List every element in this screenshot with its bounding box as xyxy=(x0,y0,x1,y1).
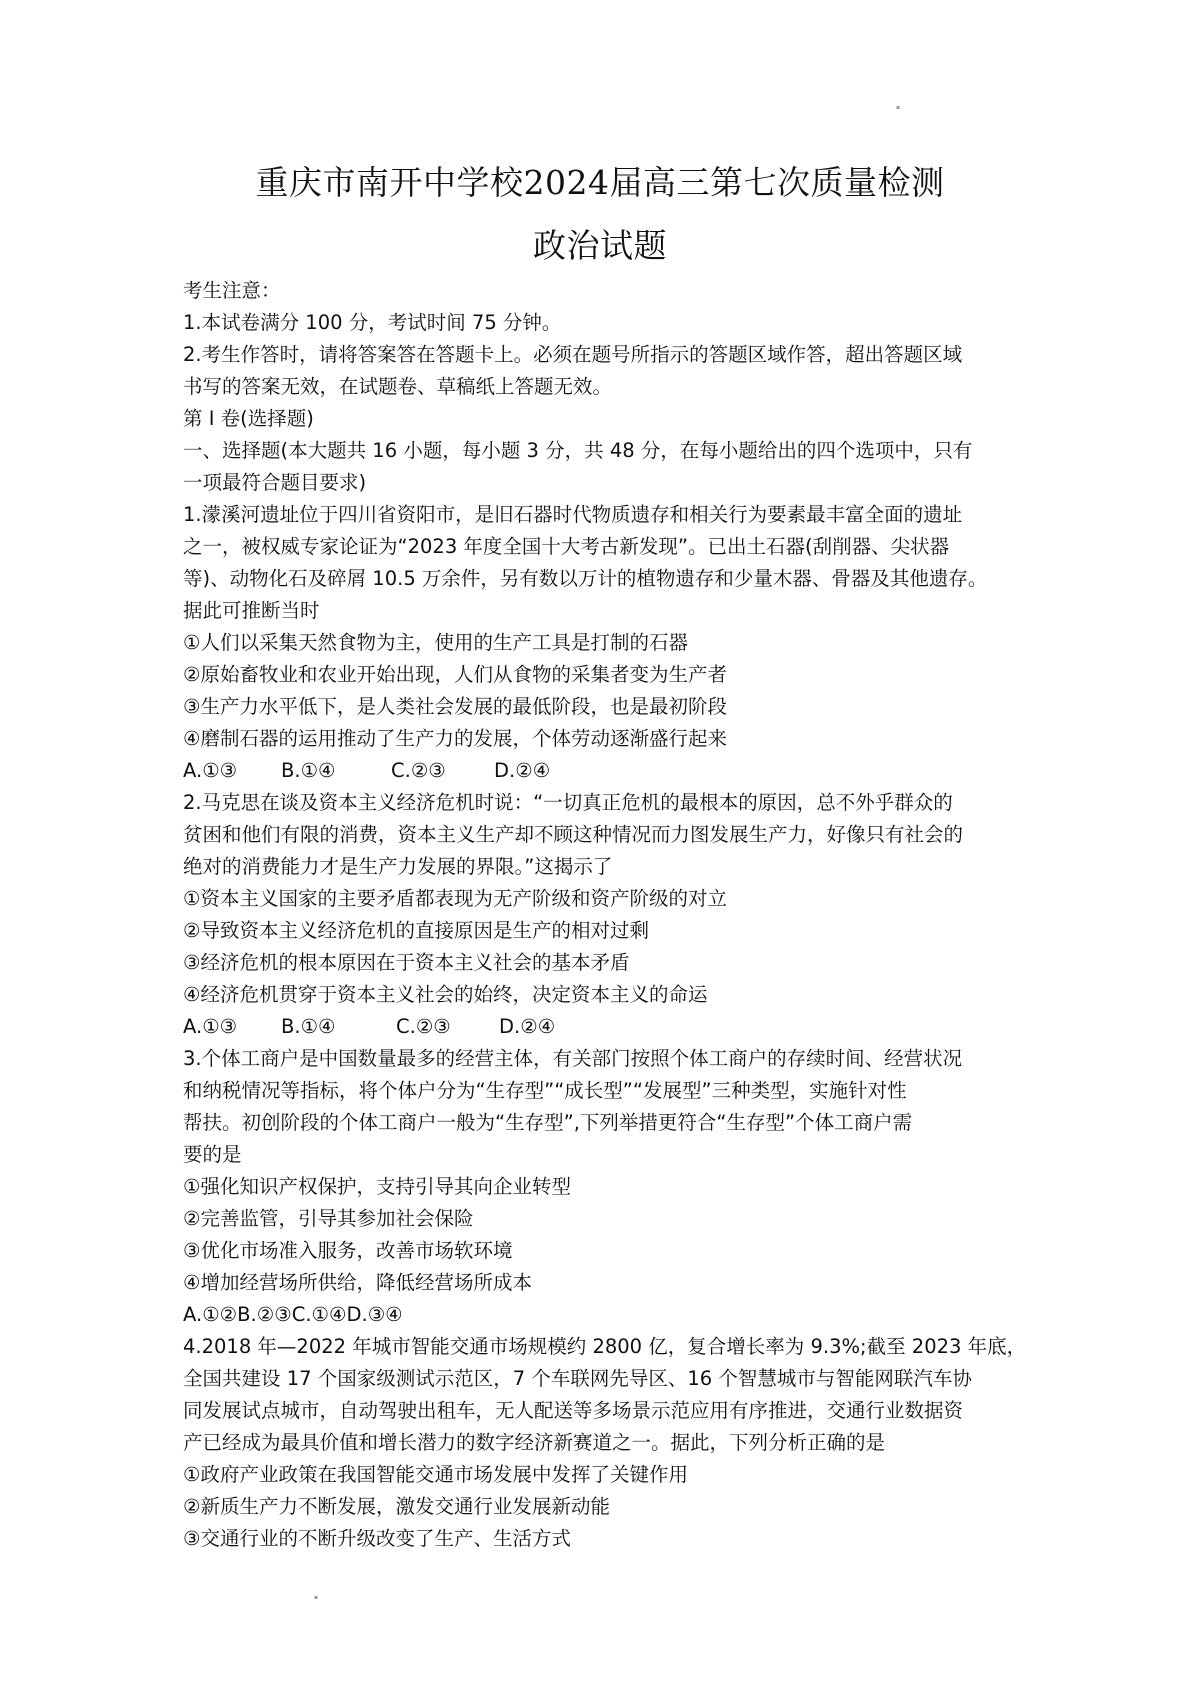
exam-title: 重庆市南开中学校2024届高三第七次质量检测 xyxy=(255,163,945,202)
option-b: B.①④ xyxy=(281,759,336,782)
option-b: B.①④ xyxy=(281,1015,336,1038)
option-a: A.①③ xyxy=(183,1015,238,1038)
notice-item-2-line-1: 2.考生作答时，请将答案答在答题卡上。必须在题号所指示的答题区域作答，超出答题区域 xyxy=(183,343,963,366)
question-1-stem-line: 之一，被权威专家论证为“2023 年度全国十大考古新发现”。已出土石器(刮削器、尖状器 xyxy=(183,535,950,558)
part-heading: 第 I 卷(选择题) xyxy=(183,407,314,430)
scan-speck: ▪ xyxy=(896,104,901,111)
question-2-statement-2: ②导致资本主义经济危机的直接原因是生产的相对过剩 xyxy=(183,919,649,942)
question-1-stem-line: 等)、动物化石及碎屑 10.5 万余件，另有数以万计的植物遗存和少量木器、骨器及其他遗存。 xyxy=(183,567,988,590)
question-3-statement-2: ②完善监管，引导其参加社会保险 xyxy=(183,1207,474,1230)
question-2-stem-line: 2.马克思在谈及资本主义经济危机时说：“一切真正危机的最根本的原因，总不外乎群众的 xyxy=(183,791,953,814)
option-d: D.②④ xyxy=(499,1015,556,1038)
question-1-statement-1: ①人们以采集天然食物为主，使用的生产工具是打制的石器 xyxy=(183,631,688,654)
question-4-stem-line: 4.2018 年—2022 年城市智能交通市场规模约 2800 亿，复合增长率为 9.3%;截至 2023 年底， xyxy=(183,1335,1027,1358)
question-4 xyxy=(183,1331,1025,1555)
question-3-stem-line: 要的是 xyxy=(183,1143,242,1166)
question-4-statement-2: ②新质生产力不断发展，激发交通行业发展新动能 xyxy=(183,1495,610,1518)
question-2-stem-line: 绝对的消费能力才是生产力发展的界限。”这揭示了 xyxy=(183,855,613,878)
option-c: C.②③ xyxy=(396,1015,451,1038)
question-2 xyxy=(183,787,1025,1043)
question-2-statement-4: ④经济危机贯穿于资本主义社会的始终，决定资本主义的命运 xyxy=(183,983,708,1006)
notice-item-2-line-2: 书写的答案无效，在试题卷、草稿纸上答题无效。 xyxy=(183,375,613,398)
question-2-options xyxy=(183,1011,1025,1043)
question-4-stem-line: 同发展试点城市，自动驾驶出租车，无人配送等多场景示范应用有序推进，交通行业数据资 xyxy=(183,1399,964,1422)
question-3-stem-line: 3.个体工商户是中国数量最多的经营主体，有关部门按照个体工商户的存续时间、经营状况 xyxy=(183,1047,963,1070)
option-c: C.②③ xyxy=(391,759,446,782)
question-4-statement-1: ①政府产业政策在我国智能交通市场发展中发挥了关键作用 xyxy=(183,1463,688,1486)
question-3-statement-3: ③优化市场准入服务，改善市场软环境 xyxy=(183,1239,513,1262)
question-4-stem-line: 产已经成为最具价值和增长潜力的数字经济新赛道之一。据此，下列分析正确的是 xyxy=(183,1431,886,1454)
question-1-options xyxy=(183,755,1025,787)
question-2-statement-1: ①资本主义国家的主要矛盾都表现为无产阶级和资产阶级的对立 xyxy=(183,887,727,910)
option-a: A.①③ xyxy=(183,759,238,782)
option-d: D.②④ xyxy=(494,759,551,782)
section-heading-line-1: 一、选择题(本大题共 16 小题，每小题 3 分，共 48 分，在每小题给出的四个选项中，只有 xyxy=(183,439,973,462)
notice-item-1: 1.本试卷满分 100 分，考试时间 75 分钟。 xyxy=(183,311,562,334)
section-heading-line-2: 一项最符合题目要求) xyxy=(183,471,367,494)
question-4-statement-3: ③交通行业的不断升级改变了生产、生活方式 xyxy=(183,1527,571,1550)
question-1-stem-line: 1.濛溪河遗址位于四川省资阳市，是旧石器时代物质遗存和相关行为要素最丰富全面的遗址 xyxy=(183,503,963,526)
exam-body xyxy=(183,275,1025,1555)
exam-subtitle: 政治试题 xyxy=(533,226,667,265)
question-3-statement-1: ①强化知识产权保护，支持引导其向企业转型 xyxy=(183,1175,571,1198)
question-3-stem-line: 和纳税情况等指标，将个体户分为“生存型”“成长型”“发展型”三种类型，实施针对性 xyxy=(183,1079,907,1102)
question-1-statement-3: ③生产力水平低下，是人类社会发展的最低阶段，也是最初阶段 xyxy=(183,695,727,718)
question-3 xyxy=(183,1043,1025,1331)
question-4-stem-line: 全国共建设 17 个国家级测试示范区，7 个车联网先导区、16 个智慧城市与智能网联汽车协 xyxy=(183,1367,972,1390)
question-3-stem-line: 帮扶。初创阶段的个体工商户一般为“生存型”,下列举措更符合“生存型”个体工商户需 xyxy=(183,1111,913,1134)
question-1-statement-4: ④磨制石器的运用推动了生产力的发展，个体劳动逐渐盛行起来 xyxy=(183,727,727,750)
question-2-statement-3: ③经济危机的根本原因在于资本主义社会的基本矛盾 xyxy=(183,951,630,974)
notice-heading: 考生注意： xyxy=(183,279,281,302)
question-1 xyxy=(183,499,1025,787)
question-3-options: A.①②B.②③C.①④D.③④ xyxy=(183,1303,403,1326)
question-3-statement-4: ④增加经营场所供给，降低经营场所成本 xyxy=(183,1271,532,1294)
question-2-stem-line: 贫困和他们有限的消费，资本主义生产却不顾这种情况而力图发展生产力，好像只有社会的 xyxy=(183,823,964,846)
scan-speck: ▪ xyxy=(314,1594,319,1601)
question-1-statement-2: ②原始畜牧业和农业开始出现，人们从食物的采集者变为生产者 xyxy=(183,663,727,686)
question-1-stem-line: 据此可推断当时 xyxy=(183,599,320,622)
